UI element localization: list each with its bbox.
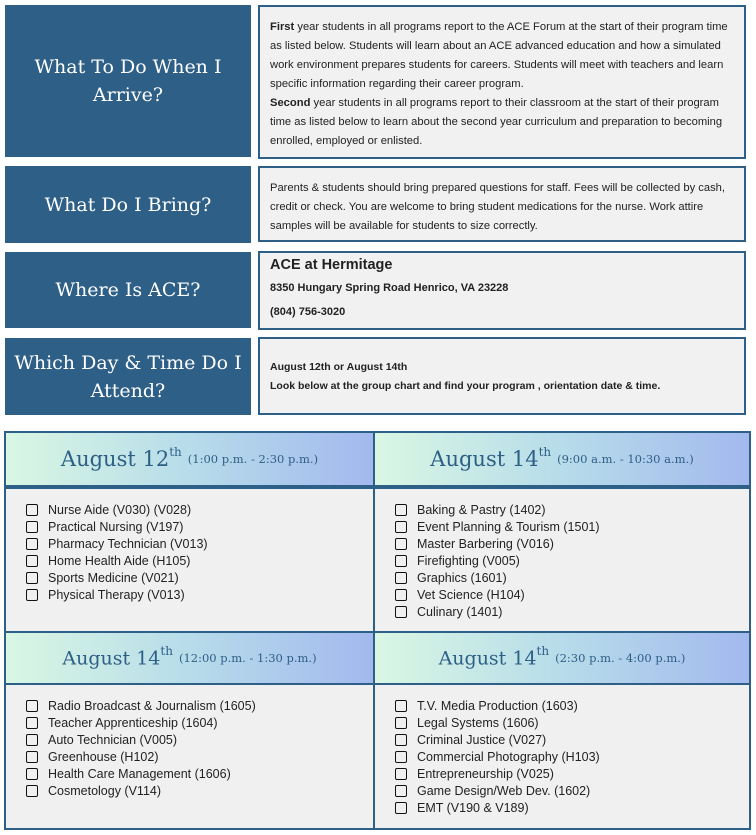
checkbox[interactable]: [395, 734, 407, 746]
program-item[interactable]: [26, 569, 373, 586]
checkbox[interactable]: [26, 785, 38, 797]
schedule-grid: [4, 431, 751, 830]
checkbox[interactable]: [26, 555, 38, 567]
bring-heading: [5, 166, 251, 243]
checkbox[interactable]: [395, 751, 407, 763]
program-item[interactable]: [26, 765, 373, 782]
when-line1: August 12th or August 14th: [270, 361, 408, 373]
schedule-time: (2:30 p.m. - 4:00 p.m.): [555, 651, 686, 665]
program-name: Health Care Management (1606): [48, 766, 231, 781]
program-item[interactable]: [26, 782, 373, 799]
checkbox[interactable]: [395, 555, 407, 567]
program-item[interactable]: [395, 782, 749, 799]
schedule-date: August 14th: [430, 445, 552, 471]
when-heading-line1: Which Day & Time Do I: [14, 351, 242, 374]
when-heading: [5, 338, 251, 415]
location-phone: (804) 756-3020: [270, 306, 346, 318]
program-item[interactable]: [26, 535, 373, 552]
checkbox[interactable]: [26, 751, 38, 763]
first-text: year students in all programs report to the ACE Forum at the start of their program time as listed below. Students will learn about an ACE advanced education and how a simulated work environment prepares students for careers. Students will meet with teachers and learn specific information regarding their career program.: [270, 21, 728, 90]
when-heading-line2: Attend?: [90, 379, 166, 402]
first-year-paragraph: [270, 18, 734, 94]
checkbox[interactable]: [395, 589, 407, 601]
program-name: T.V. Media Production (1603): [417, 698, 578, 713]
program-name: Commercial Photography (H103): [417, 749, 600, 764]
first-bold: First: [270, 21, 295, 33]
checkbox[interactable]: [395, 785, 407, 797]
schedule-header: [373, 431, 751, 487]
schedule-header: [373, 631, 751, 685]
checkbox[interactable]: [395, 521, 407, 533]
checkbox[interactable]: [26, 589, 38, 601]
bring-heading-text: What Do I Bring?: [44, 193, 212, 216]
schedule-programs: [4, 683, 375, 830]
program-name: Radio Broadcast & Journalism (1605): [48, 698, 256, 713]
checkbox[interactable]: [395, 717, 407, 729]
program-item[interactable]: [395, 697, 749, 714]
schedule-date: August 14th: [438, 644, 550, 670]
program-name: Criminal Justice (V027): [417, 732, 547, 747]
checkbox[interactable]: [26, 538, 38, 550]
program-name: Entrepreneurship (V025): [417, 766, 554, 781]
second-text: year students in all programs report to their classroom at the start of their program time as listed below to learn about the second year curriculum and preparation to becoming enrolled, employed or enlisted.: [270, 97, 723, 147]
schedule-date: August 12th: [60, 445, 182, 471]
checkbox[interactable]: [395, 606, 407, 618]
checkbox[interactable]: [395, 802, 407, 814]
program-item[interactable]: [395, 603, 749, 620]
checkbox[interactable]: [395, 700, 407, 712]
arrive-info: [258, 5, 746, 159]
program-name: Firefighting (V005): [417, 553, 520, 568]
checkbox[interactable]: [395, 538, 407, 550]
program-item[interactable]: [395, 535, 749, 552]
program-name: Graphics (1601): [417, 570, 507, 585]
program-item[interactable]: [395, 731, 749, 748]
location-name: ACE at Hermitage: [270, 257, 393, 273]
program-item[interactable]: [395, 518, 749, 535]
program-item[interactable]: [26, 518, 373, 535]
program-name: Vet Science (H104): [417, 587, 525, 602]
program-item[interactable]: [26, 731, 373, 748]
program-name: Culinary (1401): [417, 604, 503, 619]
program-item[interactable]: [395, 569, 749, 586]
bring-text: Parents & students should bring prepared questions for staff. Fees will be collected by cash, credit or check. You are welcome to bring student medications for the nurse. Work attire samples will be available for students to size correctly.: [270, 182, 726, 232]
checkbox[interactable]: [26, 504, 38, 516]
program-name: EMT (V190 & V189): [417, 800, 529, 815]
arrive-heading: [5, 5, 251, 157]
program-name: Teacher Apprenticeship (1604): [48, 715, 218, 730]
arrive-heading-line1: What To Do When I: [34, 56, 222, 78]
program-name: Auto Technician (V005): [48, 732, 178, 747]
program-item[interactable]: [395, 765, 749, 782]
program-name: Pharmacy Technician (V013): [48, 536, 208, 551]
checkbox[interactable]: [395, 572, 407, 584]
second-bold: Second: [270, 97, 311, 109]
arrive-heading-line2: Arrive?: [92, 84, 164, 106]
program-name: Baking & Pastry (1402): [417, 502, 546, 517]
when-info: [258, 337, 746, 415]
program-item[interactable]: [26, 748, 373, 765]
program-item[interactable]: [395, 714, 749, 731]
program-item[interactable]: [26, 714, 373, 731]
program-name: Greenhouse (H102): [48, 749, 159, 764]
checkbox[interactable]: [395, 768, 407, 780]
schedule-header: [4, 631, 375, 685]
checkbox[interactable]: [26, 717, 38, 729]
location-address: 8350 Hungary Spring Road Henrico, VA 23228: [270, 282, 509, 294]
program-item[interactable]: [395, 748, 749, 765]
program-name: Home Health Aide (H105): [48, 553, 191, 568]
checkbox[interactable]: [26, 572, 38, 584]
schedule-programs: [373, 487, 751, 633]
schedule-time: (1:00 p.m. - 2:30 p.m.): [187, 452, 319, 466]
bring-info: [258, 166, 746, 242]
schedule-time: (9:00 a.m. - 10:30 a.m.): [557, 452, 694, 466]
checkbox[interactable]: [26, 734, 38, 746]
program-name: Legal Systems (1606): [417, 715, 539, 730]
program-name: Physical Therapy (V013): [48, 587, 185, 602]
program-name: Cosmetology (V114): [48, 783, 162, 798]
where-heading-text: Where Is ACE?: [55, 279, 201, 301]
checkbox[interactable]: [26, 521, 38, 533]
schedule-programs: [4, 487, 375, 633]
program-item[interactable]: [395, 501, 749, 518]
checkbox[interactable]: [395, 504, 407, 516]
checkbox[interactable]: [26, 700, 38, 712]
program-name: Nurse Aide (V030) (V028): [48, 502, 192, 517]
where-heading: [5, 252, 251, 328]
program-item[interactable]: [26, 586, 373, 603]
when-line2: Look below at the group chart and find your program , orientation date & time.: [270, 380, 661, 392]
program-item[interactable]: [26, 552, 373, 569]
program-name: Game Design/Web Dev. (1602): [417, 783, 591, 798]
program-item[interactable]: [395, 586, 749, 603]
checkbox[interactable]: [26, 768, 38, 780]
schedule-time: (12:00 p.m. - 1:30 p.m.): [178, 651, 317, 665]
program-name: Event Planning & Tourism (1501): [417, 519, 600, 534]
program-item[interactable]: [395, 552, 749, 569]
program-item[interactable]: [26, 501, 373, 518]
program-name: Practical Nursing (V197): [48, 519, 184, 534]
schedule-date: August 14th: [62, 644, 173, 670]
program-name: Master Barbering (V016): [417, 536, 554, 551]
schedule-header: [4, 431, 375, 487]
second-year-paragraph: [270, 94, 734, 151]
program-item[interactable]: [26, 697, 373, 714]
program-name: Sports Medicine (V021): [48, 570, 179, 585]
schedule-programs: [373, 683, 751, 830]
program-item[interactable]: [395, 799, 749, 816]
where-info: [258, 251, 746, 330]
